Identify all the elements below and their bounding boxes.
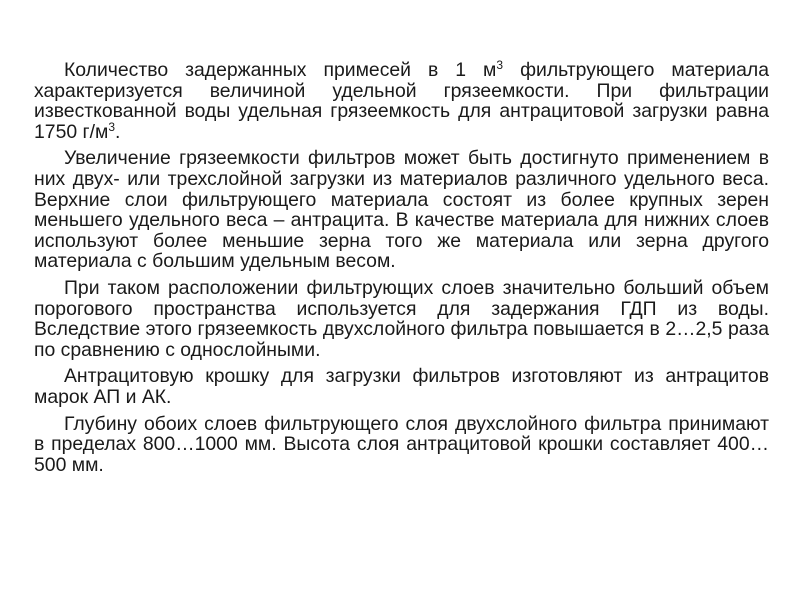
paragraph-multilayer-loading: Увеличение грязеемкости фильтров может быть достигнуто применением в них двух- или трехслойной загрузки из материалов различного удельного веса. Верхние слои фильтрующего материала состоят из более крупных зерен меньшего удельного веса – антрацита. В качестве материала для нижних слоев используют более меньшие зерна того же материала или зерна другого материала с большим удельным весом. [34,147,769,273]
superscript: 3 [496,58,504,72]
paragraph-text: . [115,120,121,143]
paragraph-dirt-capacity [34,60,769,142]
superscript: 3 [108,119,116,134]
paragraph-layer-arrangement: При таком расположении фильтрующих слоев значительно больший объем порогового пространства используется для задержания ГДП из воды. Вследствие этого грязеемкость двухслойного фильтра повышается в 2…2,5 раза по сравнению с однослойными. [34,276,769,361]
paragraph-text: фильтрующего материала характеризуется величиной удельной грязеемкости. При фильтрации известкованной воды удельная грязеемкость для антрацитовой загрузки равна 1750 г/м [34,59,770,143]
paragraph-layer-depth: Глубину обоих слоев фильтрующего слоя двухслойного фильтра принимают в пределах 800…1000 мм. Высота слоя антрацитовой крошки составляет 400…500 мм. [34,412,769,476]
paragraph-anthracite-crumb: Антрацитовую крошку для загрузки фильтров изготовляют из антрацитов марок АП и АК. [34,365,769,408]
slide-body [34,60,769,475]
paragraph-text: Количество задержанных примесей в 1 м [64,59,497,81]
